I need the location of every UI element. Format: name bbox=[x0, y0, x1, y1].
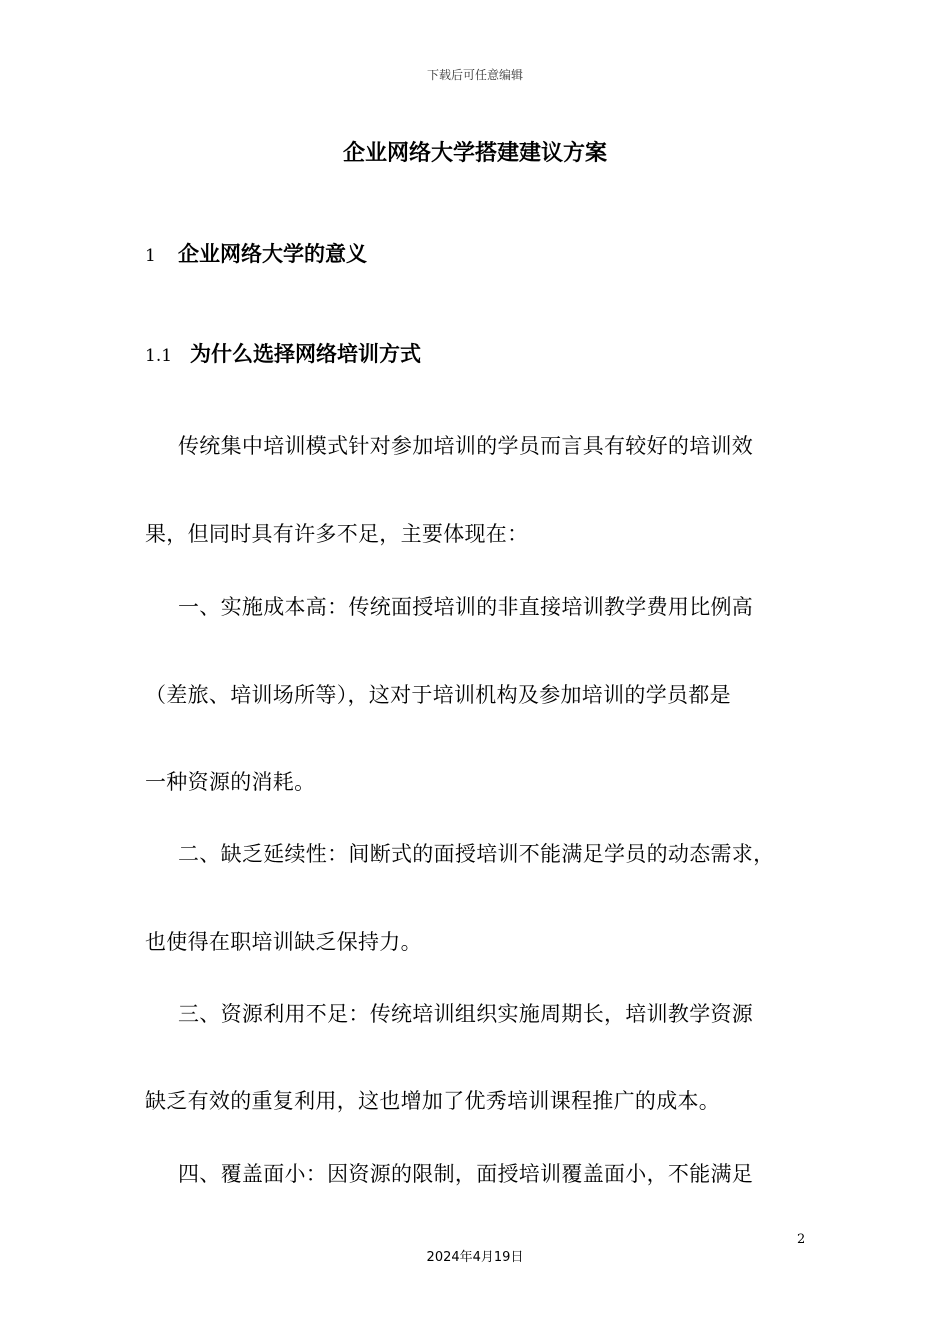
section-1-1-title: 为什么选择网络培训方式 bbox=[190, 342, 421, 366]
paragraph-line: 一、实施成本高：传统面授培训的非直接培训教学费用比例高 bbox=[178, 595, 754, 619]
document-title: 企业网络大学搭建建议方案 bbox=[342, 141, 607, 166]
section-1-1-heading bbox=[145, 338, 421, 368]
paragraph-line: 也使得在职培训缺乏保持力。 bbox=[145, 930, 422, 954]
page-number: 2 bbox=[797, 1232, 806, 1247]
paragraph-line: 四、覆盖面小：因资源的限制，面授培训覆盖面小，不能满足 bbox=[178, 1162, 754, 1186]
paragraph-line: 果，但同时具有许多不足，主要体现在： bbox=[145, 522, 529, 546]
paragraph-line: 缺乏有效的重复利用，这也增加了优秀培训课程推广的成本。 bbox=[145, 1089, 721, 1113]
paragraph-line: 一种资源的消耗。 bbox=[145, 770, 316, 794]
paragraph-line: 三、资源利用不足：传统培训组织实施周期长，培训教学资源 bbox=[178, 1002, 754, 1026]
section-1-number: 1 bbox=[145, 246, 156, 266]
paragraph-line: 传统集中培训模式针对参加培训的学员而言具有较好的培训效 bbox=[178, 434, 754, 458]
section-1-title: 企业网络大学的意义 bbox=[178, 242, 367, 266]
footer-date: 2024年4月19日 bbox=[426, 1250, 524, 1265]
paragraph-line: （差旅、培训场所等），这对于培训机构及参加培训的学员都是 bbox=[145, 683, 731, 707]
header-note: 下载后可任意编辑 bbox=[426, 68, 523, 82]
paragraph-line: 二、缺乏延续性：间断式的面授培训不能满足学员的动态需求， bbox=[178, 842, 775, 866]
section-1-heading bbox=[145, 238, 367, 268]
section-1-1-number: 1.1 bbox=[145, 346, 173, 366]
